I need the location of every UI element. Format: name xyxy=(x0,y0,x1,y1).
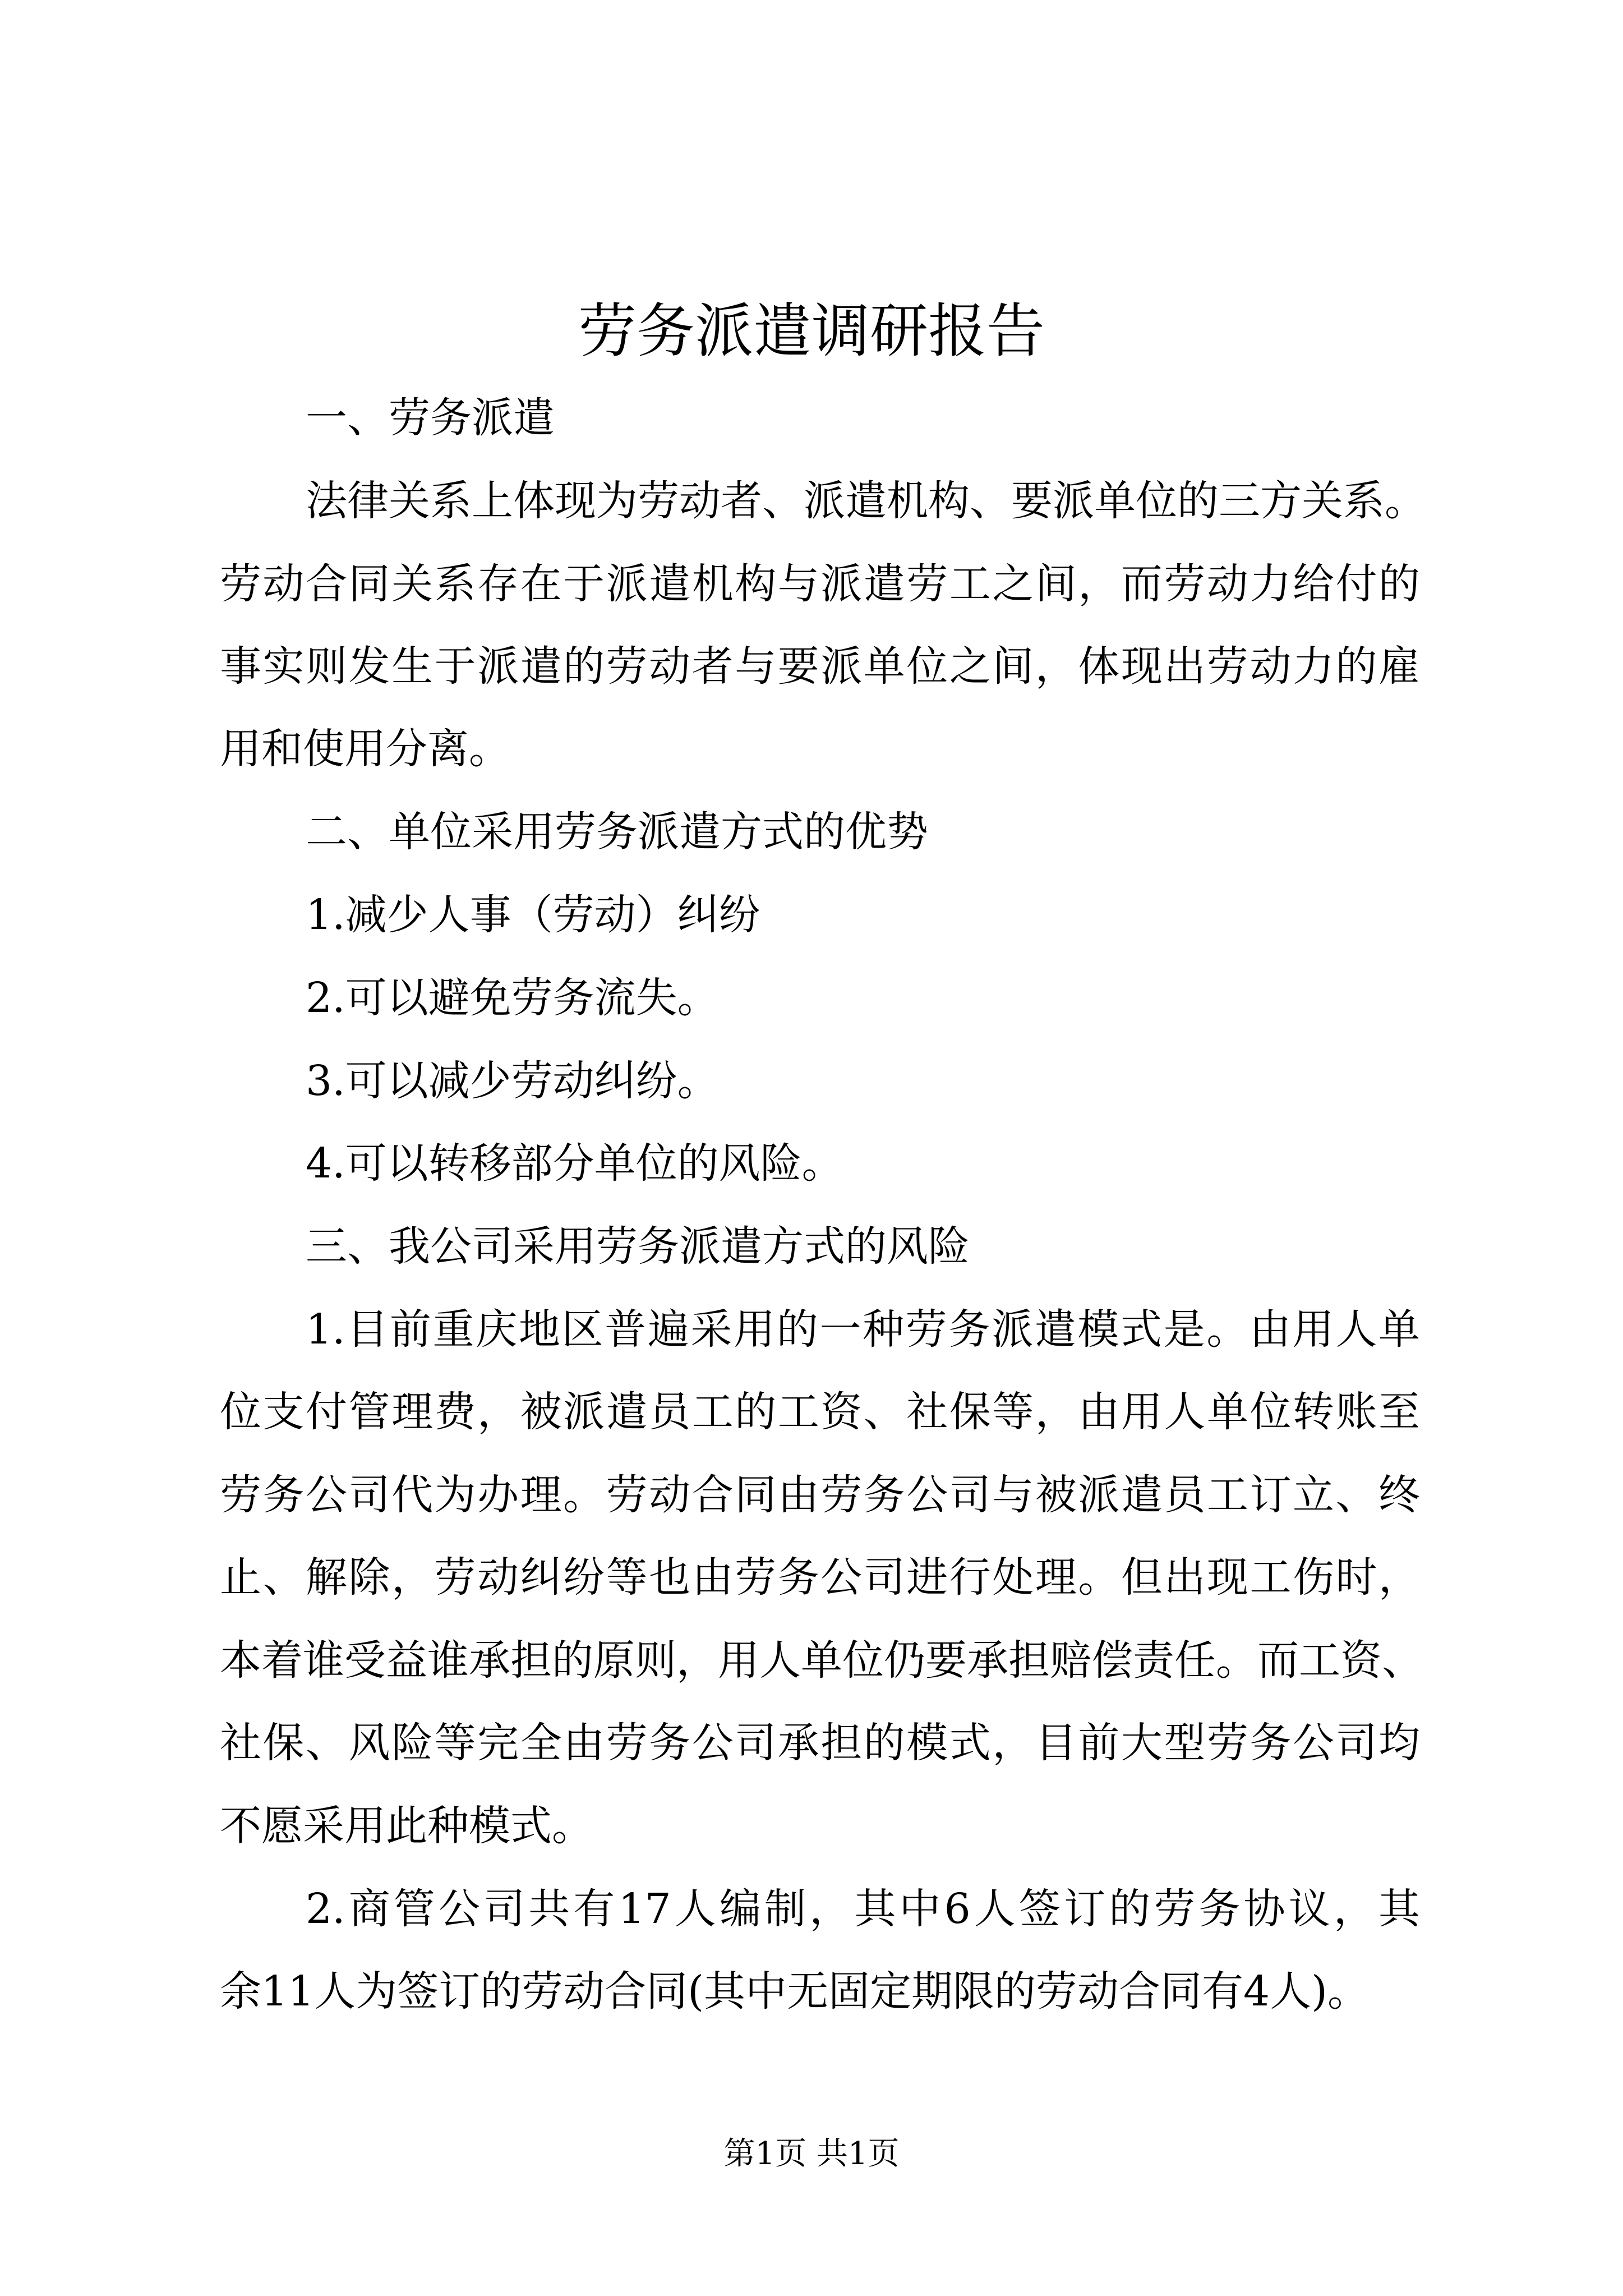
paragraph-line: 位支付管理费，被派遣员工的工资、社保等，由用人单位转账至 xyxy=(220,1388,1420,1436)
paragraph-line: 事实则发生于派遣的劳动者与要派单位之间，体现出劳动力的雇 xyxy=(220,642,1420,691)
paragraph-line: 余11人为签订的劳动合同(其中无固定期限的劳动合同有4人)。 xyxy=(220,1967,1369,2016)
paragraph-line: 2.商管公司共有17人编制，其中6人签订的劳务协议，其 xyxy=(306,1885,1420,1933)
page-footer: 第1页 共1页 xyxy=(723,2136,900,2172)
section-heading: 二、单位采用劳务派遣方式的优势 xyxy=(306,808,928,856)
section-heading: 一、劳务派遣 xyxy=(306,394,555,442)
paragraph-line: 止、解除，劳动纠纷等也由劳务公司进行处理。但出现工伤时， xyxy=(220,1553,1420,1602)
paragraph-line: 1.目前重庆地区普遍采用的一种劳务派遣模式是。由用人单 xyxy=(306,1305,1420,1354)
paragraph-line: 劳动合同关系存在于派遣机构与派遣劳工之间，而劳动力给付的 xyxy=(220,560,1420,608)
list-item: 2.可以避免劳务流失。 xyxy=(306,974,719,1022)
list-item: 3.可以减少劳动纠纷。 xyxy=(306,1057,719,1105)
document-title: 劳务派遣调研报告 xyxy=(578,297,1045,365)
list-item: 1.减少人事（劳动）纠纷 xyxy=(306,891,760,939)
paragraph-line: 法律关系上体现为劳动者、派遣机构、要派单位的三方关系。 xyxy=(306,477,1426,525)
paragraph-line: 用和使用分离。 xyxy=(220,725,510,773)
paragraph-line: 劳务公司代为办理。劳动合同由劳务公司与被派遣员工订立、终 xyxy=(220,1471,1420,1519)
paragraph-line: 不愿采用此种模式。 xyxy=(220,1802,593,1850)
paragraph-line: 本着谁受益谁承担的原则，用人单位仍要承担赔偿责任。而工资、 xyxy=(220,1636,1423,1685)
section-heading: 三、我公司采用劳务派遣方式的风险 xyxy=(306,1222,970,1271)
paragraph-line: 社保、风险等完全由劳务公司承担的模式，目前大型劳务公司均 xyxy=(220,1719,1420,1767)
list-item: 4.可以转移部分单位的风险。 xyxy=(306,1139,843,1188)
